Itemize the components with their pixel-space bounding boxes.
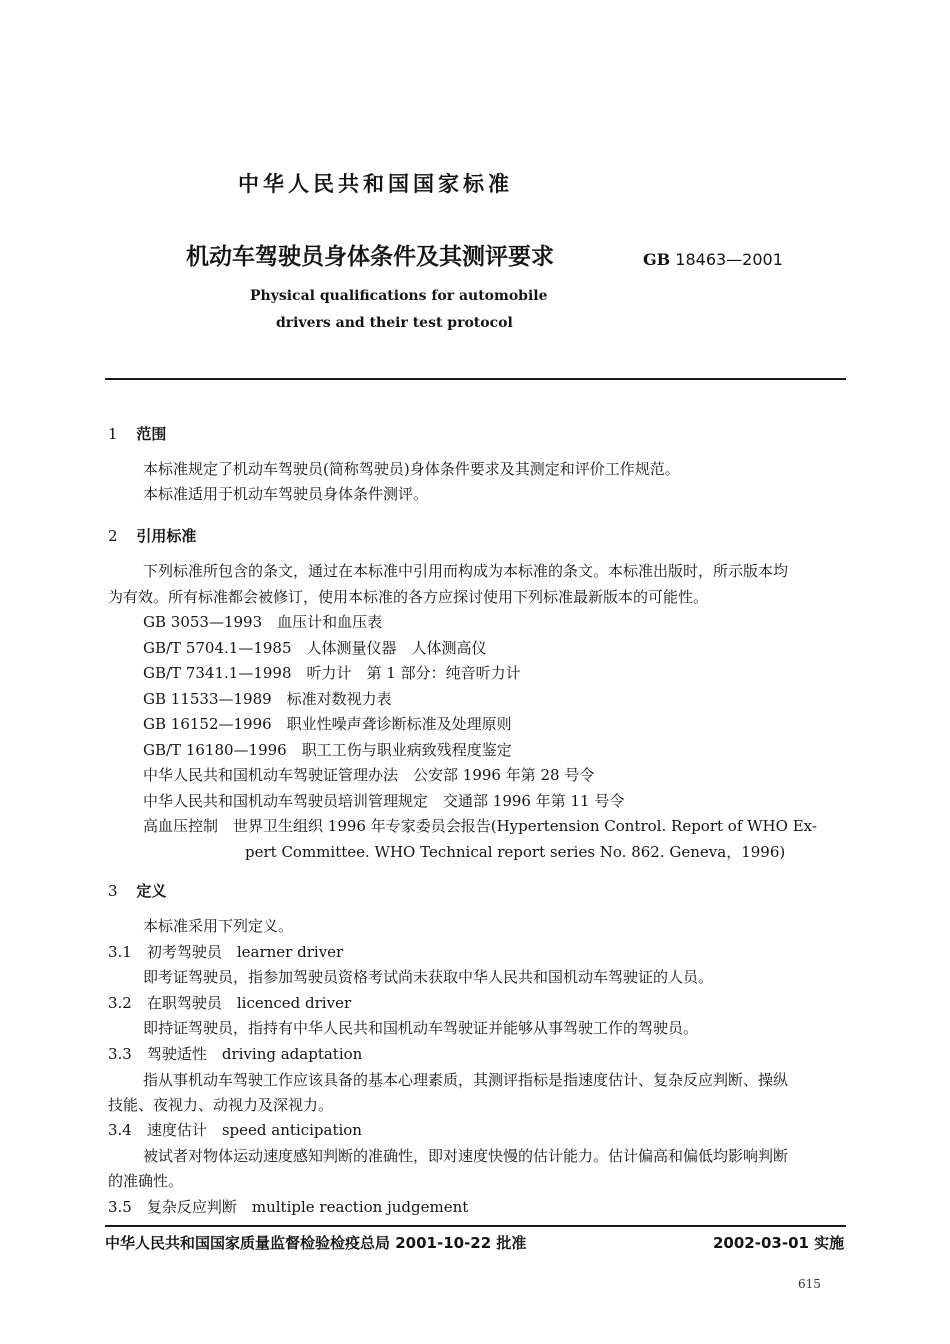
reference-item: GB/T 16180—1996 职工工伤与职业病致残程度鉴定 [143, 741, 512, 759]
reference-item: GB 11533—1989 标准对数视力表 [143, 690, 392, 708]
section-3-heading [108, 880, 166, 901]
section-2-paragraph-line-1: 下列标准所包含的条文，通过在本标准中引用而构成为本标准的条文。本标准出版时，所示版本均 [143, 562, 789, 580]
section-1-paragraph-1: 本标准规定了机动车驾驶员(简称驾驶员)身体条件要求及其测定和评价工作规范。 [143, 460, 680, 478]
footer-divider [105, 1225, 846, 1227]
approval-statement: 中华人民共和国国家质量监督检验检疫总局 2001-10-22 批准 [105, 1234, 527, 1252]
section-3-title: 定义 [136, 882, 167, 900]
section-2-heading [108, 525, 196, 546]
definition-3-3-body-line-1: 指从事机动车驾驶工作应该具备的基本心理素质，其测评指标是指速度估计、复杂反应判断、操纵 [143, 1071, 789, 1089]
page-number: 615 [798, 1277, 821, 1291]
standard-title-cn: 机动车驾驶员身体条件及其测评要求 [186, 244, 554, 270]
section-2-title: 引用标准 [136, 527, 197, 545]
definition-3-2-body: 即持证驾驶员，指持有中华人民共和国机动车驾驶证并能够从事驾驶工作的驾驶员。 [143, 1019, 699, 1037]
reference-item: GB 3053—1993 血压计和血压表 [143, 613, 383, 631]
definition-3-5-heading: 3.5 复杂反应判断 multiple reaction judgement [108, 1198, 469, 1216]
reference-item: 中华人民共和国机动车驾驶证管理办法 公安部 1996 年第 28 号令 [143, 766, 595, 784]
definition-3-3-heading: 3.3 驾驶适性 driving adaptation [108, 1045, 363, 1063]
standard-code-number: 18463—2001 [675, 250, 783, 269]
implementation-date: 2002-03-01 实施 [713, 1234, 845, 1252]
section-3-number: 3 [108, 882, 118, 900]
reference-item: GB 16152—1996 职业性噪声聋诊断标准及处理原则 [143, 715, 512, 733]
definition-3-4-heading: 3.4 速度估计 speed anticipation [108, 1121, 362, 1139]
standard-code-prefix: GB [643, 250, 671, 269]
section-3-intro: 本标准采用下列定义。 [143, 917, 294, 935]
reference-item: 中华人民共和国机动车驾驶员培训管理规定 交通部 1996 年第 11 号令 [143, 792, 625, 810]
reference-item-last-line-2: pert Committee. WHO Technical report series No. 862. Geneva，1996) [245, 843, 786, 861]
reference-item: GB/T 7341.1—1998 听力计 第 1 部分：纯音听力计 [143, 664, 521, 682]
reference-item-last-line-1: 高血压控制 世界卫生组织 1996 年专家委员会报告(Hypertension Control. Report of WHO Ex- [143, 817, 817, 835]
definition-3-4-body-line-2: 的准确性。 [108, 1172, 184, 1190]
standard-title-en-line1: Physical qualifications for automobile [250, 288, 548, 304]
header-divider [105, 378, 846, 380]
standard-code [643, 250, 783, 269]
definition-3-2-heading: 3.2 在职驾驶员 licenced driver [108, 994, 352, 1012]
section-1-paragraph-2: 本标准适用于机动车驾驶员身体条件测评。 [143, 485, 429, 503]
national-standard-heading: 中华人民共和国国家标准 [238, 172, 513, 196]
definition-3-1-heading: 3.1 初考驾驶员 learner driver [108, 943, 344, 961]
reference-item: GB/T 5704.1—1985 人体测量仪器 人体测高仪 [143, 639, 487, 657]
section-1-title: 范围 [136, 425, 167, 443]
definition-3-3-body-line-2: 技能、夜视力、动视力及深视力。 [108, 1096, 334, 1114]
definition-3-1-body: 即考证驾驶员，指参加驾驶员资格考试尚未获取中华人民共和国机动车驾驶证的人员。 [143, 968, 714, 986]
section-1-heading [108, 423, 166, 444]
section-1-number: 1 [108, 425, 118, 443]
definition-3-4-body-line-1: 被试者对物体运动速度感知判断的准确性，即对速度快慢的估计能力。估计偏高和偏低均影响判断 [143, 1147, 789, 1165]
standard-title-en-line2: drivers and their test protocol [276, 315, 513, 331]
section-2-number: 2 [108, 527, 118, 545]
section-2-paragraph-line-2: 为有效。所有标准都会被修订，使用本标准的各方应探讨使用下列标准最新版本的可能性。 [108, 588, 709, 606]
